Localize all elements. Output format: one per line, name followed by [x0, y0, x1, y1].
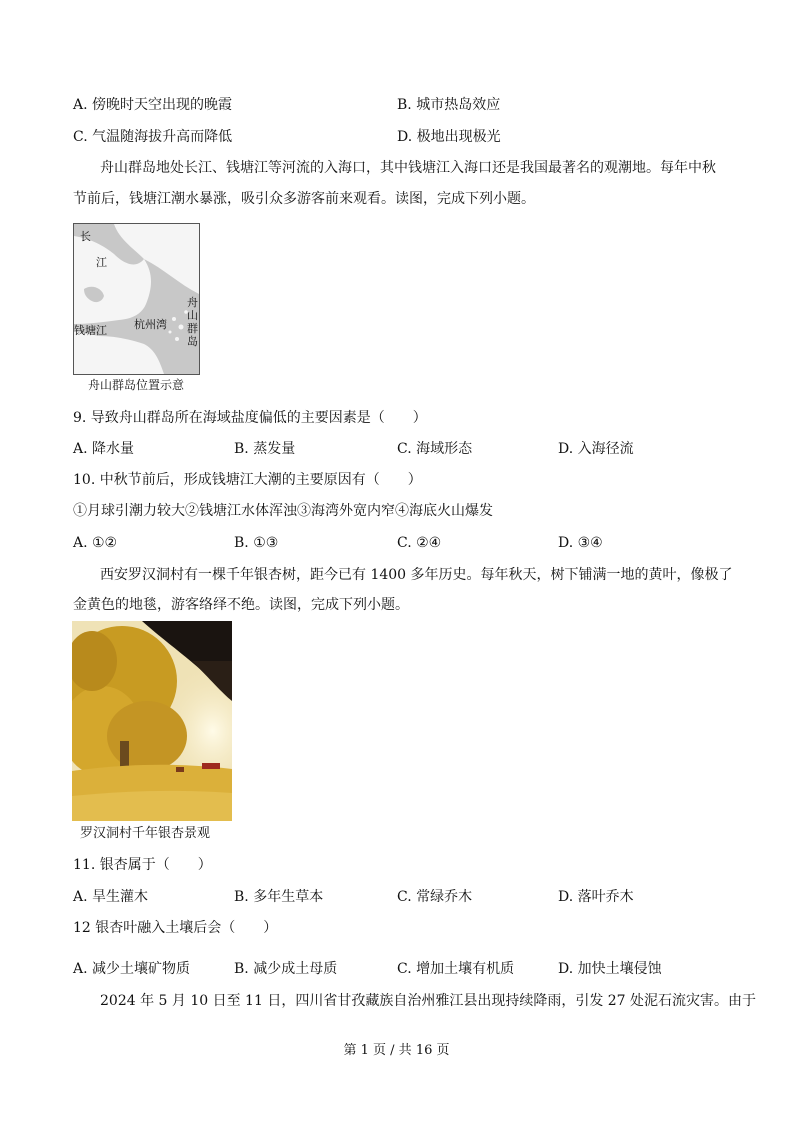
island-mark [179, 325, 184, 330]
q8-option-d: D. 极地出现极光 [397, 129, 501, 145]
q12-option-a: A. 减少土壤矿物质 [73, 961, 191, 977]
map-label-hangzhouwan: 杭州湾 [134, 318, 167, 331]
map-label-jiang: 江 [96, 256, 107, 269]
map-label-chang: 长 [80, 230, 91, 243]
q9-option-b: B. 蒸发量 [234, 441, 296, 457]
map-label-zhoushan-1: 舟 [187, 296, 198, 309]
island-mark [175, 337, 179, 341]
map-caption: 舟山群岛位置示意 [88, 378, 185, 392]
q10-option-d: D. ③④ [558, 535, 603, 551]
q12-option-d: D. 加快土壤侵蚀 [558, 961, 662, 977]
q10-option-b: B. ①③ [234, 535, 279, 551]
map-label-zhoushan-3: 群 [187, 322, 198, 335]
q11-stem: 11. 银杏属于（ ） [73, 857, 212, 873]
passage1-line1: 舟山群岛地处长江、钱塘江等河流的入海口，其中钱塘江入海口还是我国最著名的观潮地。每年中秋 [100, 160, 716, 176]
q8-option-b: B. 城市热岛效应 [397, 97, 501, 113]
q9-option-a: A. 降水量 [73, 441, 135, 457]
q9-option-c: C. 海域形态 [397, 441, 473, 457]
passage2-line2: 金黄色的地毯，游客络绎不绝。读图，完成下列小题。 [73, 597, 409, 613]
map-label-zhoushan-2: 山 [187, 309, 198, 322]
island-mark [172, 317, 176, 321]
ginkgo-photo-graphic [72, 621, 232, 821]
q8-option-c: C. 气温随海拔升高而降低 [73, 129, 233, 145]
passage3-line1: 2024 年 5 月 10 日至 11 日，四川省甘孜藏族自治州雅江县出现持续降雨，引发 27 处泥石流灾害。由于 [100, 993, 757, 1009]
map-label-zhoushan-4: 岛 [187, 335, 198, 348]
q9-stem: 9. 导致舟山群岛所在海域盐度偏低的主要因素是（ ） [73, 410, 427, 426]
q11-option-d: D. 落叶乔木 [558, 889, 634, 905]
photo-caption: 罗汉洞村千年银杏景观 [80, 826, 211, 841]
q8-option-a: A. 傍晚时天空出现的晚霞 [73, 97, 233, 113]
q12-option-b: B. 减少成土母质 [234, 961, 338, 977]
zhoushan-location-map [73, 223, 200, 375]
passage2-line1: 西安罗汉洞村有一棵千年银杏树，距今已有 1400 多年历史。每年秋天，树下铺满一地的黄叶，像极了 [100, 567, 733, 583]
map-label-qiantangjiang: 钱塘江 [74, 324, 107, 337]
sea-water-shape [74, 259, 199, 374]
q10-option-a: A. ①② [73, 535, 118, 551]
q9-option-d: D. 入海径流 [558, 441, 634, 457]
q10-stem: 10. 中秋节前后，形成钱塘江大潮的主要原因有（ ） [73, 472, 422, 488]
passage1-line2: 节前后，钱塘江潮水暴涨，吸引众多游客前来观看。读图，完成下列小题。 [73, 191, 535, 207]
q12-stem: 12 银杏叶融入土壤后会（ ） [73, 920, 278, 936]
ginkgo-tree-photo [72, 621, 232, 821]
q11-option-a: A. 旱生灌木 [73, 889, 149, 905]
q11-option-c: C. 常绿乔木 [397, 889, 473, 905]
taihu-lake-shape [84, 287, 104, 302]
map-graphic [74, 224, 199, 374]
page-number-footer: 第 1 页 / 共 16 页 [343, 1043, 450, 1058]
island-mark [169, 331, 172, 334]
q11-option-b: B. 多年生草本 [234, 889, 324, 905]
q10-items: ①月球引潮力较大②钱塘江水体浑浊③海湾外宽内窄④海底火山爆发 [73, 503, 493, 519]
q12-option-c: C. 增加土壤有机质 [397, 961, 515, 977]
q10-option-c: C. ②④ [397, 535, 442, 551]
